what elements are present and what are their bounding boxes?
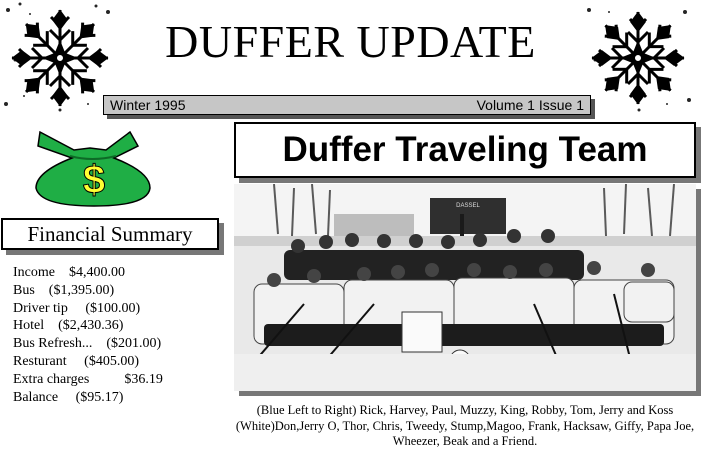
masthead-title: DUFFER UPDATE [165,16,536,67]
fin-row-balance: Balance ($95.17) [13,389,124,405]
team-photo [234,184,696,391]
headline: Duffer Traveling Team [234,122,696,178]
financial-summary-title: Financial Summary [1,218,219,250]
issue-season: Winter 1995 [110,97,186,113]
fin-row-restaurant: Resturant ($405.00) [13,353,139,369]
issue-bar [103,95,591,115]
fin-row-income: Income $4,400.00 [13,265,125,280]
fin-row-bus: Bus ($1,395.00) [13,282,115,298]
snowflake-icon [581,0,696,118]
fin-row-extra-charges: Extra charges $36.19 [13,371,163,387]
dollar-sign: $ [82,158,106,202]
issue-volume: Volume 1 Issue 1 [476,97,584,113]
photo-caption: (Blue Left to Right) Rick, Harvey, Paul, Muzzy, King, Robby, Tom, Jerry and Koss (White)Don,Jerry O, Thor, Chris, Tweedy, Stump,Magoo, Frank, Hacksaw, Giffy, Papa Joe, Wheezer, Beak and a Friend. [235,403,695,448]
fin-row-driver-tip: Driver tip ($100.00) [13,300,141,316]
money-bag-icon [30,128,160,208]
financial-summary-list [13,264,228,406]
photo-sign: DASSEL [456,203,480,209]
snowflake-icon [0,0,120,118]
fin-row-hotel: Hotel ($2,430.36) [13,318,124,334]
fin-row-bus-refresh: Bus Refresh... ($201.00) [13,336,162,352]
